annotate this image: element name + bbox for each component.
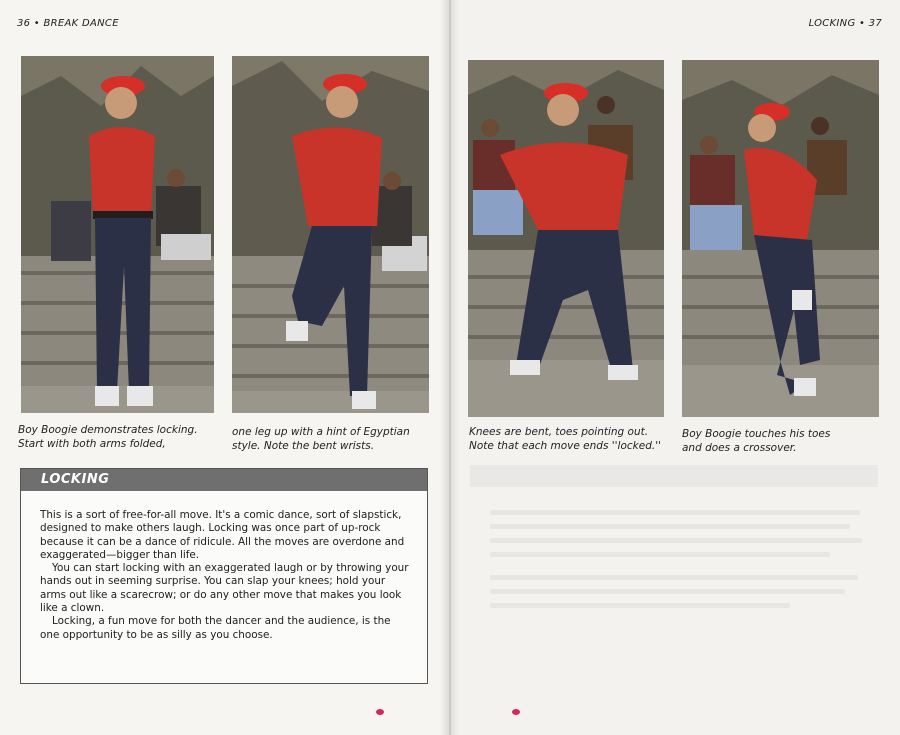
ink-mark [376, 709, 384, 715]
caption-photo-4-line-2: and does a crossover. [682, 442, 797, 454]
book-gutter [440, 0, 460, 735]
caption-photo-2-line-2: style. Note the bent wrists. [232, 440, 375, 452]
caption-photo-3-line-1: Knees are bent, toes pointing out. [469, 426, 649, 438]
caption-photo-1-line-2: Start with both arms folded, [18, 438, 166, 450]
bleed-through-bar [470, 465, 878, 487]
photo-knees-bent [468, 60, 664, 417]
bleed-through-line [490, 510, 860, 515]
bleed-through-line [490, 538, 862, 543]
photo-3-illustration [468, 60, 664, 417]
caption-photo-1-line-1: Boy Boogie demonstrates locking. [18, 424, 198, 436]
photo-4-illustration [682, 60, 879, 417]
left-running-head: 36 • BREAK DANCE [17, 18, 119, 29]
photo-arms-folded [21, 56, 214, 413]
caption-photo-4 [682, 427, 882, 455]
caption-photo-1 [18, 423, 223, 451]
right-running-head: LOCKING • 37 [808, 18, 882, 29]
bleed-through-line [490, 575, 858, 580]
bleed-through-line [490, 524, 850, 529]
locking-sidebar [20, 468, 428, 684]
caption-photo-4-line-1: Boy Boogie touches his toes [682, 428, 831, 440]
ink-mark [512, 709, 520, 715]
photo-leg-up [232, 56, 429, 413]
photo-toe-touch [682, 60, 879, 417]
bleed-through-line [490, 552, 830, 557]
bleed-through-line [490, 589, 845, 594]
bleed-through-line [490, 603, 790, 608]
photo-1-illustration [21, 56, 214, 413]
sidebar-paragraph-2: You can start locking with an exaggerated laugh or by throwing your hands out in seeming surprise. You can slap your knees; hold your arms out like a scarecrow; or do any other move that makes you look like a clown. [40, 562, 409, 615]
caption-photo-3 [469, 425, 679, 453]
caption-photo-2 [232, 425, 437, 453]
photo-2-illustration [232, 56, 429, 413]
sidebar-title: LOCKING [21, 469, 427, 491]
caption-photo-3-line-2: Note that each move ends ''locked.'' [469, 440, 661, 452]
sidebar-paragraph-3: Locking, a fun move for both the dancer and the audience, is the one opportunity to be as silly as you choose. [40, 615, 391, 641]
sidebar-body [40, 509, 412, 642]
sidebar-paragraph-1: This is a sort of free-for-all move. It's a comic dance, sort of slapstick, designed to make others laugh. Locking was once part of up-rock because it can be a dance of ridicule. All the moves are overdone and exaggerated—bigger than life. [40, 509, 405, 561]
bleed-through-shadow [470, 465, 880, 635]
caption-photo-2-line-1: one leg up with a hint of Egyptian [232, 426, 410, 438]
